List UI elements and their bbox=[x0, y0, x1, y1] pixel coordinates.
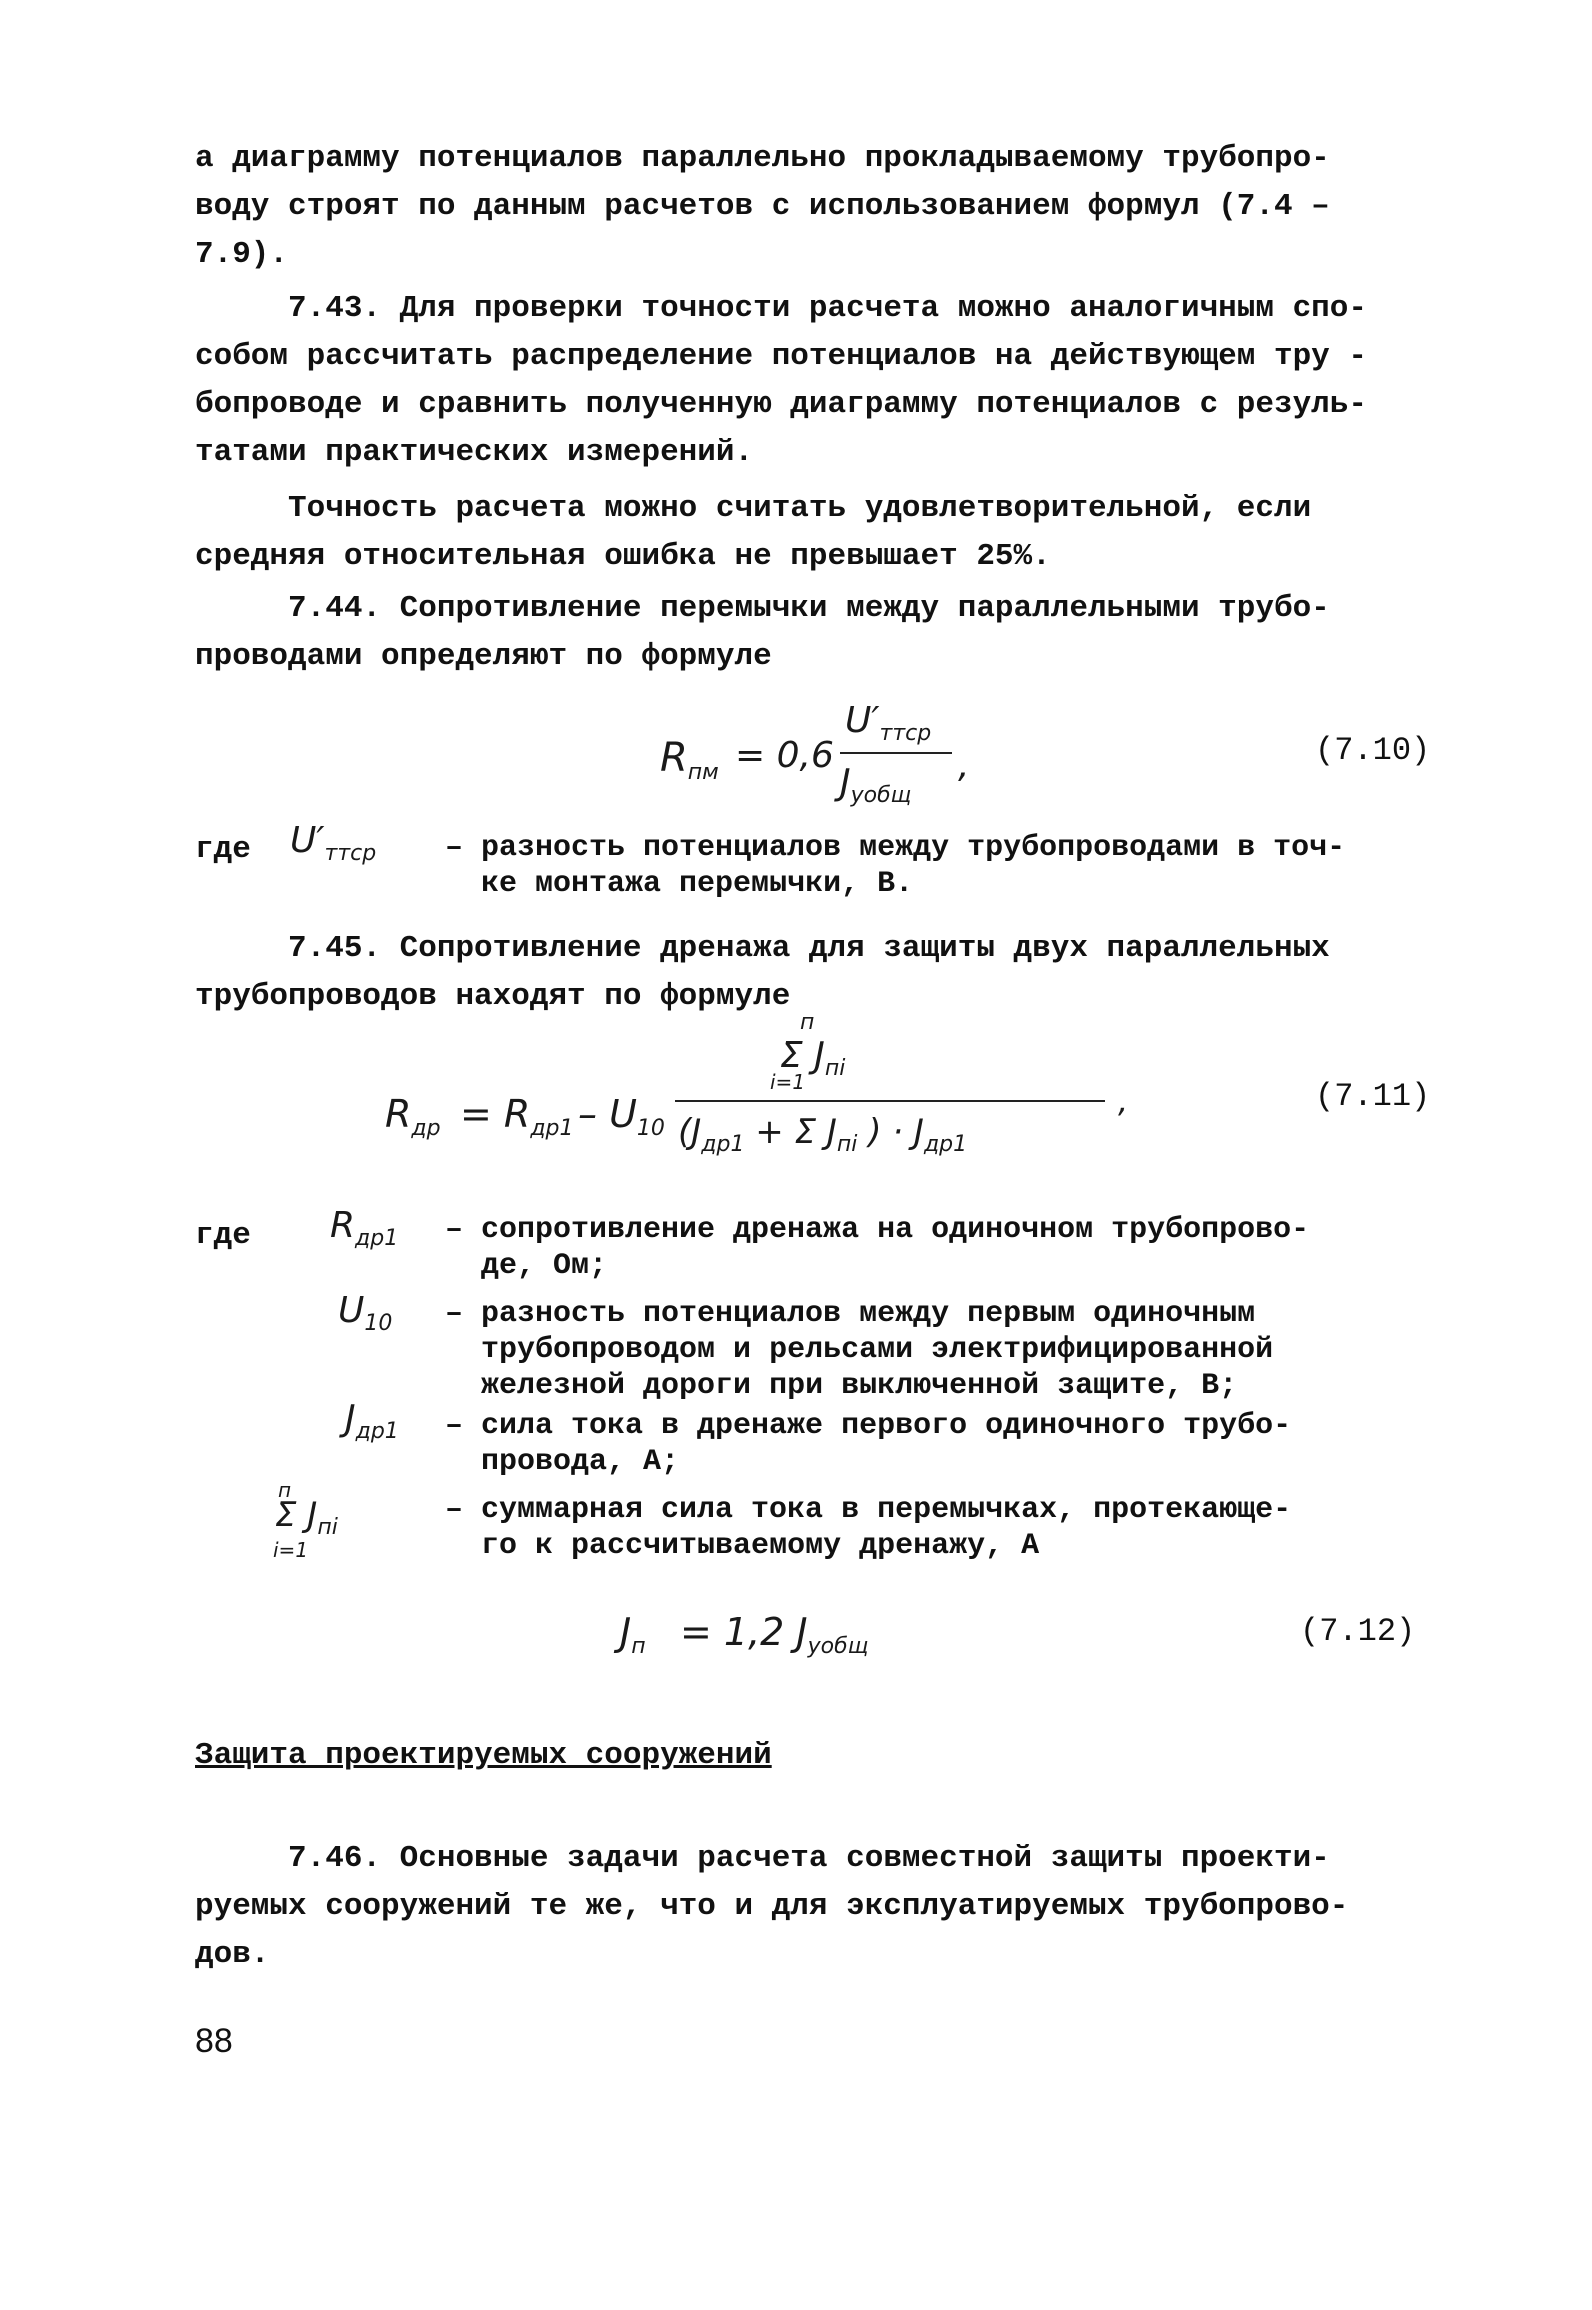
eq710-coef: = 0,6 bbox=[735, 735, 834, 776]
where2-symbol-4: Σ $J_{пi}$ bbox=[275, 1495, 338, 1540]
eq712-rhs: = 1,2 $J_{уобщ}$ bbox=[680, 1610, 869, 1659]
where2-symbol-1: $R_{др1}$ bbox=[330, 1205, 399, 1251]
paragraph-7-45: 7.45. Сопротивление дренажа для защиты двух параллельных трубопроводов находят по формуле bbox=[195, 931, 1330, 1014]
where2-definition-2: – разность потенциалов между первым одиночным трубопроводом и рельсами электрифицированной железной дороги при выключенной защите, В; bbox=[445, 1297, 1274, 1403]
where2-symbol-3: $J_{др1}$ bbox=[345, 1398, 399, 1444]
page-number: 88 bbox=[195, 2022, 233, 2060]
eq712-lhs: $J_п$ bbox=[620, 1610, 646, 1659]
where-label-1: где bbox=[195, 832, 251, 867]
where2-symbol-2: $U_{10}$ bbox=[338, 1290, 393, 1336]
paragraph-7-44: 7.44. Сопротивление перемычки между параллельными трубо- проводами определяют по формуле bbox=[195, 591, 1330, 674]
where2-sum-limit-bottom: i=1 bbox=[273, 1538, 309, 1562]
eq710-fraction-line bbox=[840, 752, 952, 754]
eq711-comma: , bbox=[1118, 1082, 1129, 1120]
paragraph-7-43: 7.43. Для проверки точности расчета можно аналогичным спо- собом рассчитать распределение потенциалов на действующем тру - бопроводе и сравнить полученную диаграмму потенциалов с резуль- татами практических измерений. bbox=[195, 291, 1367, 470]
where1-symbol: $U'_{ттср}$ bbox=[290, 820, 377, 866]
where1-definition: – разность потенциалов между трубопроводами в точ- ке монтажа перемычки, В. bbox=[445, 831, 1346, 901]
eq710-denominator: $J_{уобщ}$ bbox=[840, 762, 912, 808]
eq710-lhs: $R_{пм}$ bbox=[660, 735, 719, 785]
where2-definition-3: – сила тока в дренаже первого одиночного трубо- провода, А; bbox=[445, 1409, 1292, 1479]
eq711-numerator: Σ $J_{пi}$ bbox=[780, 1035, 846, 1081]
eq711-u10: – $U_{10}$ bbox=[578, 1092, 665, 1141]
eq710-comma: , bbox=[958, 745, 970, 786]
eq711-num-limit-top: п bbox=[800, 1010, 815, 1035]
eq711-rdr1: = $R_{др1}$ bbox=[460, 1092, 574, 1141]
where2-definition-4: – суммарная сила тока в перемычках, протекающе- го к рассчитываемому дренажу, А bbox=[445, 1493, 1292, 1563]
eq711-denominator: ($J_{др1} + \Sigma$ $J_{пi}$ ) · $J_{др1}$ bbox=[678, 1112, 968, 1157]
where-label-2: где bbox=[195, 1218, 251, 1253]
eq711-fraction-line bbox=[675, 1100, 1105, 1102]
eq711-lhs: $R_{др}$ bbox=[385, 1092, 441, 1141]
paragraph-accuracy: Точность расчета можно считать удовлетворительной, если средняя относительная ошибка не превышает 25%. bbox=[195, 491, 1312, 574]
section-heading: Защита проектируемых сооружений bbox=[195, 1738, 772, 1773]
eq710-numerator: $U'_{ттср}$ bbox=[845, 700, 932, 746]
eq712-number: (7.12) bbox=[1300, 1613, 1416, 1650]
where2-definition-1: – сопротивление дренажа на одиночном трубопрово- де, Ом; bbox=[445, 1213, 1310, 1283]
eq711-number: (7.11) bbox=[1315, 1078, 1431, 1115]
paragraph-1: а диаграмму потенциалов параллельно прокладываемому трубопро- воду строят по данным расчетов с использованием формул (7.4 – 7.9). bbox=[195, 141, 1330, 272]
eq711-num-limit-bottom: i=1 bbox=[770, 1070, 806, 1094]
eq710-number: (7.10) bbox=[1315, 732, 1431, 769]
where2-sum-limit-top: п bbox=[278, 1478, 292, 1502]
paragraph-7-46: 7.46. Основные задачи расчета совместной защиты проекти- руемых сооружений те же, что и для эксплуатируемых трубопрово- дов. bbox=[195, 1841, 1349, 1972]
